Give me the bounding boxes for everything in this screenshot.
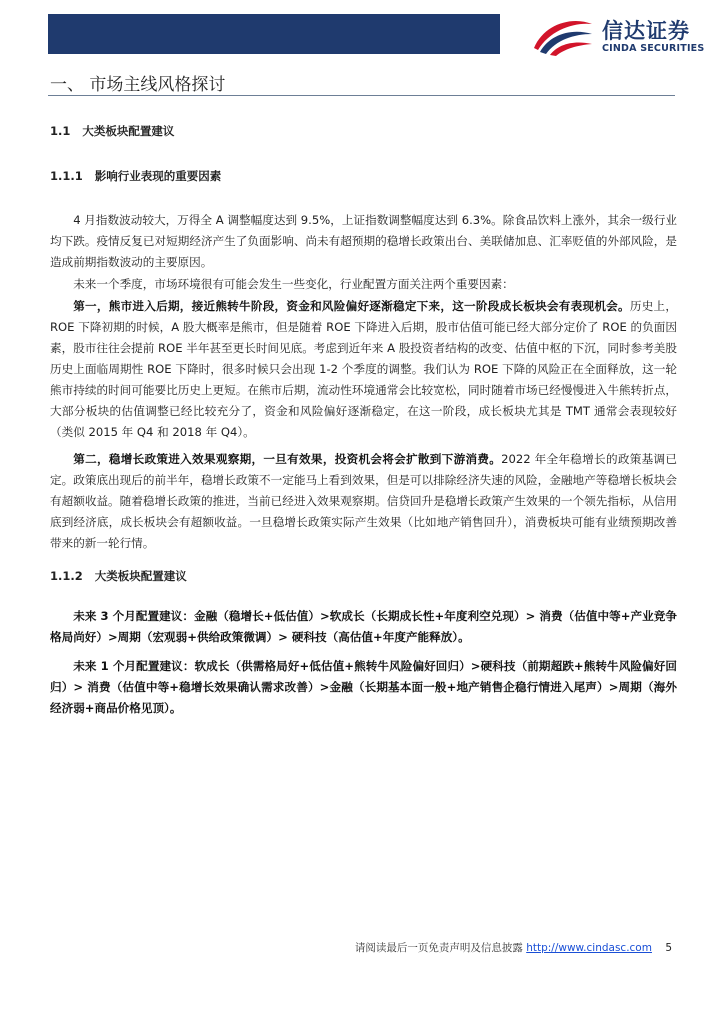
subsection-number: 1.1.1 — [50, 169, 83, 183]
factor-two-body: 2022 年全年稳增长的政策基调已定。政策底出现后的前半年，稳增长政策不一定能马上看到效果，但是可以排除经济失速的风险，金融地产等稳增长板块会有超额收益。随着稳增长政策的推进，当前已经进入效果观察期。信贷回升是稳增长政策产生效果的一个领先指标，从信用底到经济底，成长板块会有超额收益。一旦稳增长政策实际产生效果（比如地产销售回升），消费板块可能有业绩预期改善带来的新一轮行情。 — [50, 452, 677, 550]
chapter-title: 一、 市场主线风格探讨 — [50, 75, 226, 95]
subsection-heading-1-1-1 — [50, 168, 221, 184]
brand-name-cn: 信达证券 — [602, 19, 690, 43]
factor-one-body: 历史上，ROE 下降初期的时候，A 股大概率是熊市，但是随着 ROE 下降进入后期，股市估值可能已经大部分定价了 ROE 的负面因素，股市往往会提前 ROE 半年甚至更长时间见底。考虑到近年来 A 股投资者结构的改变、估值中枢的下沉，同时参考美股历史上面临周期性 ROE 下降时，很多时候只会出现 1-2 个季度的调整。我们认为 ROE 下降的风险正在全面释放，这一轮熊市持续的时间可能要比历史上更短。在熊市后期，流动性环境通常会比较宽松，同时随着市场已经慢慢进入牛熊转折点，大部分板块的估值调整已经比较充分了，资金和风险偏好逐渐稳定，在这一阶段，成长板块尤其是 TMT 通常会表现较好（类似 2015 年 Q4 和 2018 年 Q4）。 — [50, 299, 677, 439]
allocation-3-month: 未来 3 个月配置建议：金融（稳增长+低估值）>软成长（长期成长性+年度利空兑现）> 消费（估值中等+产业竞争格局尚好）>周期（宏观弱+供给政策微调）> 硬科技（高估值+年度产能释放）。 — [50, 609, 677, 644]
section-number: 1.1 — [50, 124, 71, 138]
paragraph-1-month-allocation — [50, 656, 677, 719]
subsection-title: 影响行业表现的重要因素 — [94, 169, 222, 183]
factor-two-lead: 第二，稳增长政策进入效果观察期，一旦有效果，投资机会将会扩散到下游消费。 — [73, 452, 502, 466]
allocation-1-month: 未来 1 个月配置建议：软成长（供需格局好+低估值+熊转牛风险偏好回归）>硬科技（前期超跌+熊转牛风险偏好回归）> 消费（估值中等+稳增长效果确认需求改善）>金融（长期基本面一般+地产销售企稳行情进入尾声）>周期（海外经济弱+商品价格见顶）。 — [50, 659, 677, 715]
subsection-heading-1-1-2 — [50, 568, 187, 584]
page-number: 5 — [665, 942, 672, 954]
paragraph-outlook-intro: 未来一个季度，市场环境很有可能会发生一些变化，行业配置方面关注两个重要因素： — [73, 277, 514, 291]
section-title: 大类板块配置建议 — [82, 124, 175, 138]
paragraph-factor-one — [50, 296, 677, 443]
subsection-number: 1.1.2 — [50, 569, 83, 583]
footer-disclaimer: 请阅读最后一页免责声明及信息披露 — [354, 942, 523, 954]
header-bar — [48, 14, 500, 54]
subsection-title: 大类板块配置建议 — [94, 569, 187, 583]
cinda-logo — [530, 14, 710, 56]
factor-one-lead: 第一，熊市进入后期，接近熊转牛阶段，资金和风险偏好逐渐稳定下来，这一阶段成长板块会有表现机会。 — [73, 299, 630, 313]
cinda-logo-icon — [530, 14, 596, 56]
footer-website-link[interactable]: http://www.cindasc.com — [526, 942, 652, 954]
paragraph-market-review: 4 月指数波动较大，万得全 A 调整幅度达到 9.5%，上证指数调整幅度达到 6.3%。除食品饮料上涨外，其余一级行业均下跌。疫情反复已对短期经济产生了负面影响、尚未有超预期的稳增长政策出台、美联储加息、汇率贬值的外部风险，是造成前期指数波动的主要原因。 — [50, 213, 677, 269]
section-heading-1-1 — [50, 123, 174, 139]
paragraph-3-month-allocation — [50, 606, 677, 648]
page-footer — [355, 940, 672, 955]
brand-name-en: CINDA SECURITIES — [602, 43, 705, 54]
paragraph-factor-two — [50, 449, 677, 554]
chapter-divider — [48, 95, 675, 96]
